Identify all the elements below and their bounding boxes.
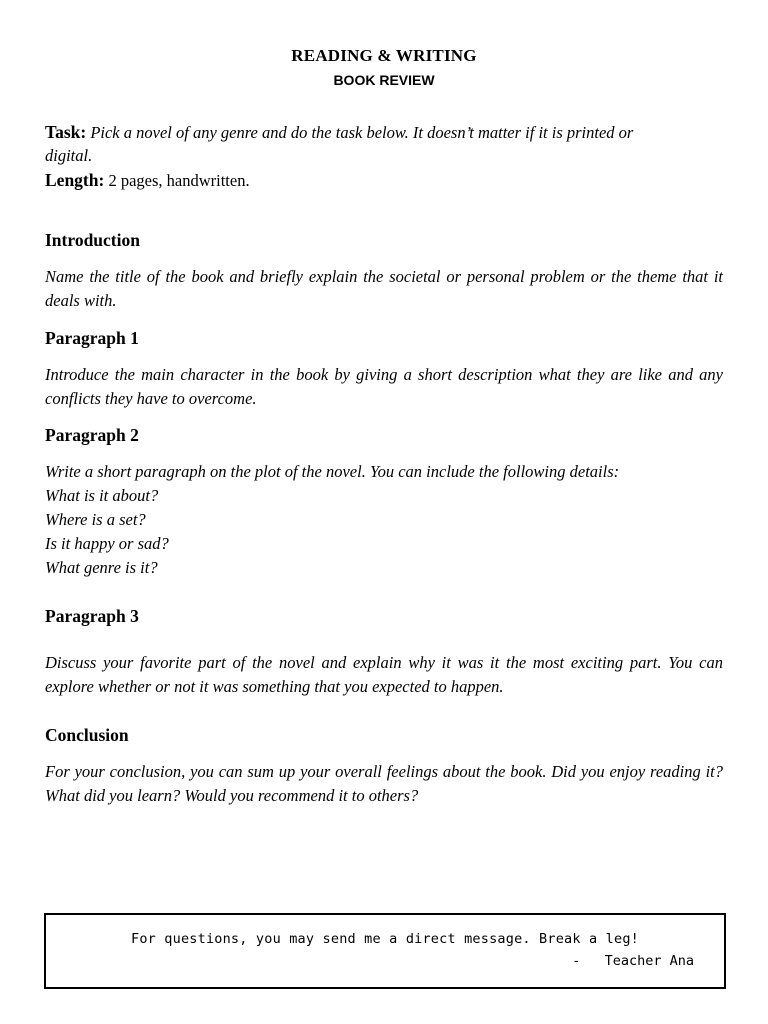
section-text-paragraph-3: Discuss your favorite part of the novel and explain why it was it the most exciting part. You can explore whether or not it was something that you expected to happen. [45,653,723,696]
paragraph-2-line: Write a short paragraph on the plot of the novel. You can include the following details: [45,462,620,481]
paragraph-2-question: What is it about? [45,486,159,505]
paragraph-2-question: Where is a set? [45,510,146,529]
paragraph-2-question: What genre is it? [45,558,158,577]
length-label: Length: [45,170,105,190]
section-text-paragraph-1: Introduce the main character in the book by giving a short description what they are like and any conflicts they have to overcome. [45,365,723,408]
paragraph-2-question: Is it happy or sad? [45,534,169,553]
section-text-introduction: Name the title of the book and briefly explain the societal or personal problem or the theme that it deals with. [45,267,723,310]
section-heading-paragraph-2: Paragraph 2 [45,425,139,445]
task-text: Pick a novel of any genre and do the task below. It doesn’t matter if it is printed or [90,123,634,142]
length-line [45,168,250,193]
note-box [44,913,726,989]
section-heading-paragraph-1: Paragraph 1 [45,328,139,348]
section-heading-introduction: Introduction [45,230,140,250]
section-heading-conclusion: Conclusion [45,725,129,745]
section-heading-paragraph-3: Paragraph 3 [45,606,139,626]
task-label: Task: [45,122,87,142]
task-line [45,120,633,145]
task-text-continued: digital. [45,146,93,165]
section-text-conclusion: For your conclusion, you can sum up your overall feelings about the book. Did you enjoy reading it? What did you learn? Would you recommend it to others? [45,762,723,805]
document-subtitle: BOOK REVIEW [333,72,435,88]
note-signature: - Teacher Ana [572,953,694,969]
note-message: For questions, you may send me a direct message. Break a leg! [131,931,639,947]
length-text: 2 pages, handwritten. [108,171,250,190]
document-title: READING & WRITING [291,46,477,65]
